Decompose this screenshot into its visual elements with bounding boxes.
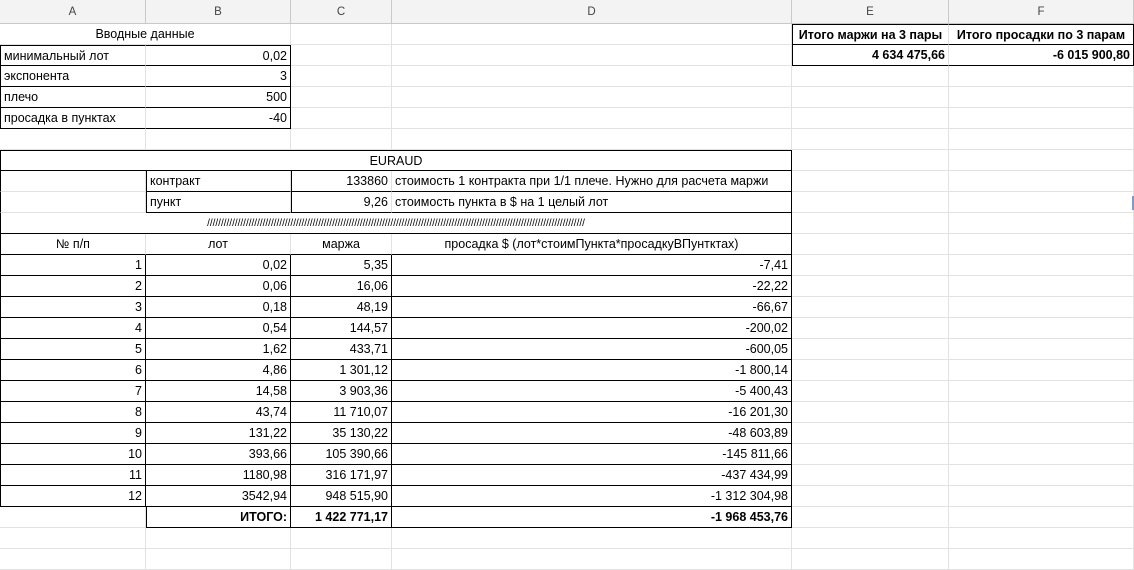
min-lot-value[interactable]: 0,02 — [146, 45, 291, 66]
table-cell[interactable]: 10 — [0, 444, 146, 465]
grid-cell[interactable] — [792, 150, 949, 171]
drawdown-points-label[interactable]: просадка в пунктах — [0, 108, 146, 129]
exponent-label[interactable]: экспонента — [0, 66, 146, 87]
table-cell[interactable]: -5 400,43 — [392, 381, 792, 402]
grid-cell[interactable] — [949, 402, 1134, 423]
contract-note[interactable]: стоимость 1 контракта при 1/1 плече. Нужно для расчета маржи — [392, 171, 792, 192]
total-row-blank[interactable] — [0, 507, 146, 528]
grid-cell[interactable] — [949, 444, 1134, 465]
table-cell[interactable]: 43,74 — [146, 402, 291, 423]
point-note[interactable]: стоимость пункта в $ на 1 целый лот — [392, 192, 792, 213]
table-cell[interactable]: 3 — [0, 297, 146, 318]
grid-cell[interactable] — [792, 528, 949, 549]
table-cell[interactable]: 5,35 — [291, 255, 392, 276]
grid-cell[interactable] — [792, 486, 949, 507]
table-cell[interactable]: 3 903,36 — [291, 381, 392, 402]
column-header-a[interactable]: A — [0, 0, 146, 24]
table-cell[interactable]: 8 — [0, 402, 146, 423]
table-cell[interactable]: 948 515,90 — [291, 486, 392, 507]
grid-cell[interactable] — [792, 402, 949, 423]
grid-cell[interactable] — [792, 444, 949, 465]
grid-cell[interactable] — [0, 129, 146, 150]
grid-cell[interactable] — [291, 129, 392, 150]
table-cell[interactable]: 0,06 — [146, 276, 291, 297]
grid-cell[interactable] — [291, 528, 392, 549]
contract-label[interactable]: контракт — [146, 171, 291, 192]
table-cell[interactable]: 2 — [0, 276, 146, 297]
grid-cell[interactable] — [392, 45, 792, 66]
table-cell[interactable]: 1 — [0, 255, 146, 276]
grid-cell[interactable] — [949, 213, 1134, 234]
table-cell[interactable]: 14,58 — [146, 381, 291, 402]
column-header-b[interactable]: B — [146, 0, 291, 24]
grid-cell[interactable] — [0, 549, 146, 570]
table-cell[interactable]: -200,02 — [392, 318, 792, 339]
grid-cell[interactable] — [949, 129, 1134, 150]
drawdown-points-value[interactable]: -40 — [146, 108, 291, 129]
grid-cell[interactable] — [392, 24, 792, 45]
grid-cell[interactable] — [792, 66, 949, 87]
grid-cell[interactable] — [146, 528, 291, 549]
grid-cell[interactable] — [291, 45, 392, 66]
grid-cell[interactable] — [792, 507, 949, 528]
grid-cell[interactable] — [392, 87, 792, 108]
grid-cell[interactable] — [949, 276, 1134, 297]
grid-cell[interactable] — [949, 381, 1134, 402]
table-header-2[interactable]: лот — [146, 234, 291, 255]
grid-cell[interactable] — [792, 108, 949, 129]
table-cell[interactable]: -16 201,30 — [392, 402, 792, 423]
grid-cell[interactable] — [949, 192, 1134, 213]
inputs-title[interactable]: Вводные данные — [0, 24, 291, 45]
grid-cell[interactable] — [949, 108, 1134, 129]
table-cell[interactable]: 16,06 — [291, 276, 392, 297]
table-cell[interactable]: 11 — [0, 465, 146, 486]
grid-cell[interactable] — [949, 423, 1134, 444]
grid-cell[interactable] — [949, 465, 1134, 486]
table-header-1[interactable]: № п/п — [0, 234, 146, 255]
table-cell[interactable]: 9 — [0, 423, 146, 444]
table-cell[interactable]: -1 800,14 — [392, 360, 792, 381]
grid-cell[interactable] — [949, 87, 1134, 108]
grid-cell[interactable] — [392, 66, 792, 87]
column-header-c[interactable]: C — [291, 0, 392, 24]
table-total-margin[interactable]: 1 422 771,17 — [291, 507, 392, 528]
table-cell[interactable]: -48 603,89 — [392, 423, 792, 444]
grid-cell[interactable] — [792, 234, 949, 255]
table-cell[interactable]: 4 — [0, 318, 146, 339]
table-cell[interactable]: 5 — [0, 339, 146, 360]
table-cell[interactable]: 3542,94 — [146, 486, 291, 507]
grid-cell[interactable] — [146, 129, 291, 150]
grid-cell[interactable] — [949, 360, 1134, 381]
grid-cell[interactable] — [392, 108, 792, 129]
grid-cell[interactable] — [949, 150, 1134, 171]
table-cell[interactable]: 12 — [0, 486, 146, 507]
grid-cell[interactable] — [792, 255, 949, 276]
grid-cell[interactable] — [949, 171, 1134, 192]
table-cell[interactable]: 316 171,97 — [291, 465, 392, 486]
point-value[interactable]: 9,26 — [291, 192, 392, 213]
grid-cell[interactable] — [792, 87, 949, 108]
grid-cell[interactable] — [792, 549, 949, 570]
table-header-3[interactable]: маржа — [291, 234, 392, 255]
grid-cell[interactable] — [291, 66, 392, 87]
table-total-label[interactable]: ИТОГО: — [146, 507, 291, 528]
grid-cell[interactable] — [792, 276, 949, 297]
point-label[interactable]: пункт — [146, 192, 291, 213]
table-cell[interactable]: 1 301,12 — [291, 360, 392, 381]
total-drawdown-value[interactable]: -6 015 900,80 — [949, 45, 1134, 66]
grid-cell[interactable] — [146, 549, 291, 570]
exponent-value[interactable]: 3 — [146, 66, 291, 87]
column-header-d[interactable]: D — [392, 0, 792, 24]
table-cell[interactable]: 144,57 — [291, 318, 392, 339]
table-cell[interactable]: 105 390,66 — [291, 444, 392, 465]
grid-cell[interactable] — [792, 423, 949, 444]
table-cell[interactable]: 1180,98 — [146, 465, 291, 486]
leverage-label[interactable]: плечо — [0, 87, 146, 108]
table-cell[interactable]: 1,62 — [146, 339, 291, 360]
grid-cell[interactable] — [291, 549, 392, 570]
grid-cell[interactable] — [392, 528, 792, 549]
pair-blank-a[interactable] — [0, 171, 146, 192]
grid-cell[interactable] — [792, 129, 949, 150]
table-cell[interactable]: 48,19 — [291, 297, 392, 318]
grid-cell[interactable] — [949, 255, 1134, 276]
pair-name[interactable]: EURAUD — [0, 150, 792, 171]
leverage-value[interactable]: 500 — [146, 87, 291, 108]
min-lot-label[interactable]: минимальный лот — [0, 45, 146, 66]
grid-cell[interactable] — [291, 87, 392, 108]
grid-cell[interactable] — [949, 486, 1134, 507]
table-cell[interactable]: 35 130,22 — [291, 423, 392, 444]
contract-value[interactable]: 133860 — [291, 171, 392, 192]
table-cell[interactable]: 433,71 — [291, 339, 392, 360]
table-cell[interactable]: 393,66 — [146, 444, 291, 465]
table-cell[interactable]: 7 — [0, 381, 146, 402]
column-header-f[interactable]: F — [949, 0, 1134, 24]
grid-cell[interactable] — [392, 129, 792, 150]
table-total-drawdown[interactable]: -1 968 453,76 — [392, 507, 792, 528]
table-cell[interactable]: -22,22 — [392, 276, 792, 297]
table-cell[interactable]: -145 811,66 — [392, 444, 792, 465]
pair-blank-b[interactable] — [0, 192, 146, 213]
grid-cell[interactable] — [291, 24, 392, 45]
separator-row[interactable]: //////////////////////////////////////////////////////////////////////////////////////////////////////////////////////////////////////// — [0, 213, 792, 234]
total-drawdown-label[interactable]: Итого просадки по 3 парам — [949, 24, 1134, 45]
table-cell[interactable]: 11 710,07 — [291, 402, 392, 423]
table-cell[interactable]: 131,22 — [146, 423, 291, 444]
grid-cell[interactable] — [792, 339, 949, 360]
grid-cell[interactable] — [792, 192, 949, 213]
grid-cell[interactable] — [949, 234, 1134, 255]
table-cell[interactable]: 0,18 — [146, 297, 291, 318]
grid-cell[interactable] — [792, 318, 949, 339]
table-cell[interactable]: -7,41 — [392, 255, 792, 276]
grid-cell[interactable] — [949, 318, 1134, 339]
table-cell[interactable]: -66,67 — [392, 297, 792, 318]
grid-cell[interactable] — [949, 528, 1134, 549]
grid-cell[interactable] — [792, 297, 949, 318]
table-header-4[interactable]: просадка $ (лот*стоимПункта*просадкуВПунтктах) — [392, 234, 792, 255]
column-header-e[interactable]: E — [792, 0, 949, 24]
grid-cell[interactable] — [792, 213, 949, 234]
table-cell[interactable]: 6 — [0, 360, 146, 381]
table-cell[interactable]: -437 434,99 — [392, 465, 792, 486]
total-margin-value[interactable]: 4 634 475,66 — [792, 45, 949, 66]
grid-cell[interactable] — [949, 549, 1134, 570]
grid-cell[interactable] — [0, 528, 146, 549]
grid-cell[interactable] — [949, 297, 1134, 318]
table-cell[interactable]: -600,05 — [392, 339, 792, 360]
table-cell[interactable]: 0,54 — [146, 318, 291, 339]
grid-cell[interactable] — [792, 171, 949, 192]
grid-cell[interactable] — [792, 360, 949, 381]
grid-cell[interactable] — [392, 549, 792, 570]
grid-cell[interactable] — [792, 465, 949, 486]
total-margin-label[interactable]: Итого маржи на 3 пары — [792, 24, 949, 45]
table-cell[interactable]: 0,02 — [146, 255, 291, 276]
table-cell[interactable]: -1 312 304,98 — [392, 486, 792, 507]
grid-cell[interactable] — [949, 66, 1134, 87]
grid-cell[interactable] — [291, 108, 392, 129]
grid-cell[interactable] — [949, 507, 1134, 528]
grid-cell[interactable] — [949, 339, 1134, 360]
grid-cell[interactable] — [792, 381, 949, 402]
table-cell[interactable]: 4,86 — [146, 360, 291, 381]
